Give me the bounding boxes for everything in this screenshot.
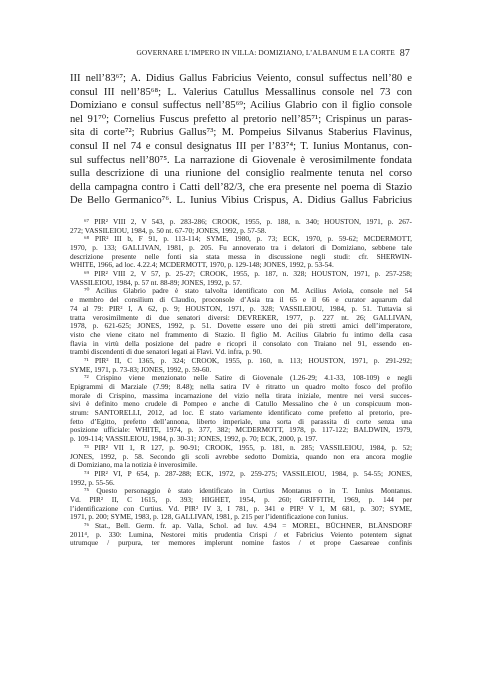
footnote [70, 357, 412, 374]
footnote [70, 287, 412, 357]
footnote [70, 270, 412, 287]
footnote-line: 1970, p. 133; GALLIVAN, 1981, p. 205. Fu annoverato tra i delatori di Domiziano, sebbene tale [70, 244, 412, 252]
footnote-line: 1978, p. 621-625; JONES, 1992, p. 51. Dovette essere uno dei più stretti amici dell’imperatore, [70, 322, 412, 331]
footnote-line: flavia in virtù della posizione del padre e ricoprì il consolato con Traiano nel 91, essendo en- [70, 339, 412, 348]
running-title: GOVERNARE L’IMPERO IN VILLA: DOMIZIANO, L’ALBANUM E LA CORTE [136, 48, 395, 57]
footnote-line: 272; VASSILEIOU, 1984, p. 50 nt. 67-70; JONES, 1992, p. 57-58. [70, 226, 267, 235]
footnote-line: ⁶⁷ PIR² VIII 2, V 543, p. 283-286; CROOK, 1955, p. 188, n. 340; HOUSTON, 1971, p. 267- [84, 217, 412, 226]
footnote [70, 218, 412, 235]
footnote-line: SYME, 1971, p. 73-83; JONES, 1992, p. 59-60. [70, 365, 212, 374]
text-line: De Bello Germanico⁷⁶. L. Iunius Vibius Crispus, A. Didius Gallus Fabricius [70, 195, 412, 207]
footnote-line: ⁷⁰ Acilius Glabrio padre è stato talvolta identificato con M. Acilius Aviola, console nel 54 [84, 287, 412, 296]
footnote-line: Epigrammi di Marziale (7.99; 8.48); nella satira IV è ritratto un quadro molto fosco del profilo [70, 383, 412, 391]
text-line: sulla descrizione di una riunione del consiglio realmente tenuta nel corso [70, 168, 412, 180]
main-text [70, 72, 412, 208]
footnote-line: ⁷⁶ Stat., Bell. Germ. fr. ap. Valla, Schol. ad Iuv. 4.94 = MOREL, BÜCHNER, BLÄNSDORF [84, 522, 412, 530]
footnote [70, 235, 412, 270]
footnote-line: ⁷¹ PIR² II, C 1365, p. 324; CROOK, 1955, p. 160, n. 113; HOUSTON, 1971, p. 291-292; [84, 356, 412, 365]
footnote-line: strum: SANTORELLI, 2012, ad loc. È stato variamente identificato come prefetto al pretorio, pre- [70, 409, 412, 418]
text-line: della campagna contro i Catti dell’82/3, che era presente nel poema di Stazio [70, 181, 412, 193]
text-line: consul III nell’85⁶⁸; L. Valerius Catullus Messallinus console nel 73 con [70, 86, 412, 98]
footnote-line: 1992, p. 55-56. [70, 478, 115, 487]
text-line: sita di corte⁷²; Rubrius Gallus⁷³; M. Pompeius Silvanus Staberius Flavinus, [70, 127, 412, 139]
text-line: III nell’83⁶⁷; A. Didius Gallus Fabricius Veiento, consul suffectus nell’80 e [70, 73, 412, 84]
footnote-line: e membro del consilium di Claudio, proconsole d’Asia tra il 65 e il 66 e curator aquarum dal [70, 296, 412, 305]
footnote-line: JONES, 1992, p. 58. Secondo gli scoli avrebbe sedotto Domizia, quando non era ancora moglie [70, 452, 412, 461]
footnote-line: di Domiziano, ma la notizia è inverosimile. [70, 461, 198, 470]
footnote-line: descrizione presente nelle fonti sia stata messa in discussione negli studi: cfr. SHERWIN- [70, 252, 412, 261]
footnote-line: Vd. PIR² II, C 1615, p. 393; HIGHET, 1954, p. 260; GRIFFITH, 1969, p. 144 per [70, 495, 412, 504]
footnote [70, 470, 412, 487]
text-line: consul II nel 74 e consul designatus III per l’83⁷⁴; T. Iunius Montanus, con- [70, 140, 412, 152]
footnote-line: morale di Crispino, massima incarnazione del vizio nella tirata iniziale, mentre nei versi succes- [70, 391, 412, 400]
footnote [70, 374, 412, 444]
footnote-line: ⁷³ PIR² VII 1, R 127, p. 90-91; CROOK, 1955, p. 181, n. 285; VASSILEIOU, 1984, p. 52; [84, 443, 412, 452]
text-line: sul suffectus nell’80⁷⁵. La narrazione di Giovenale è verosimilmente fondata [70, 154, 412, 166]
footnote-line: tratta verosimilmente di due senatori diversi: DEVREKER, 1977, p. 227 nt. 26; GALLIVAN, [70, 313, 412, 322]
footnote-line: visto che viene citato nel frammento di Stazio. Il figlio M. Acilius Glabrio fu intimo della casa [70, 330, 412, 339]
footnote-line: l’identificazione con Curtius. Vd. PIR² IV 3, I 781, p. 341 e PIR² V 1, M 681, p. 307; SYME, [70, 504, 412, 513]
footnotes [70, 218, 412, 548]
text-line: Domiziano e consul suffectus nell’85⁶⁹; Acilius Glabrio con il figlio console [70, 100, 412, 112]
footnote-line: ⁶⁹ PIR² VIII 2, V 57, p. 25-27; CROOK, 1955, p. 187, n. 328; HOUSTON, 1971, p. 257-258; [84, 270, 412, 279]
footnote-line: 74 al 79: PIR² I, A 62, p. 9; HOUSTON, 1971, p. 328; VASSILEIOU, 1984, p. 51. Tuttavia si [70, 304, 412, 313]
footnote-line: utrumque / purpura, ter memores implerunt nomine fastos / et prope Caesareae confinis [70, 539, 412, 548]
footnote-line: trambi discendenti di due senatori legati ai Flavi. Vd. infra, p. 90. [70, 348, 262, 357]
footnote-line: WHITE, 1966, ad loc. 4.22.4; MCDERMOTT, 1970, p. 129-148; JONES, 1992, p. 53-54. [70, 261, 334, 270]
footnote [70, 522, 412, 548]
footnote-line: p. 109-114; VASSILEIOU, 1984, p. 30-31; JONES, 1992, p. 70; ECK, 2000, p. 197. [70, 435, 318, 444]
footnote-line: ⁷⁴ PIR² VI, P 654, p. 287-288; ECK, 1972, p. 259-275; VASSILEIOU, 1984, p. 54-55; JONES, [84, 469, 412, 478]
page-body [70, 72, 412, 548]
footnote-line: 2011⁴, p. 330: Lumina, Nestorei mitis prudentia Crispi / et Fabricius Veiento potentem signat [70, 530, 412, 539]
footnote [70, 487, 412, 522]
footnote-line: 1971, p. 200; SYME, 1983, p. 128, GALLIVAN, 1981, p. 215 per l’identificazione con Iunius. [70, 513, 349, 522]
footnote [70, 444, 412, 470]
footnote-line: sivi è definito meno crudele di Pompeo e anche di Catullo Messalino che è un conspicuum mon- [70, 400, 412, 409]
footnote-line: fetto d’Egitto, prefetto dell’annona, liberto imperiale, una sorta di parassita di corte senza una [70, 417, 412, 426]
text-line: nel 91⁷⁰; Cornelius Fuscus prefetto al pretorio nell’85⁷¹; Crispinus un paras- [70, 113, 412, 125]
footnote-line: ⁷² Crispino viene menzionato nelle Satire di Giovenale (1.26-29; 4.1-33, 108-109) e negli [84, 374, 412, 383]
footnote-line: ⁷⁵ Questo personaggio è stato identificato in Curtius Montanus o in T. Iunius Montanus. [84, 487, 412, 496]
running-header [70, 48, 410, 60]
footnote-line: ⁶⁸ PIR² III b, F 91, p. 113-114; SYME, 1980, p. 73; ECK, 1970, p. 59-62; MCDERMOTT, [84, 235, 412, 244]
footnote-line: posizione ufficiale: WHITE, 1974, p. 377, 382; MCDERMOTT, 1978, p. 117-122; BALDWIN, 1979, [70, 426, 412, 435]
page-number: 87 [399, 48, 410, 59]
footnote-line: VASSILEIOU, 1984, p. 57 nt. 88-89; JONES, 1992, p. 57. [70, 278, 242, 287]
